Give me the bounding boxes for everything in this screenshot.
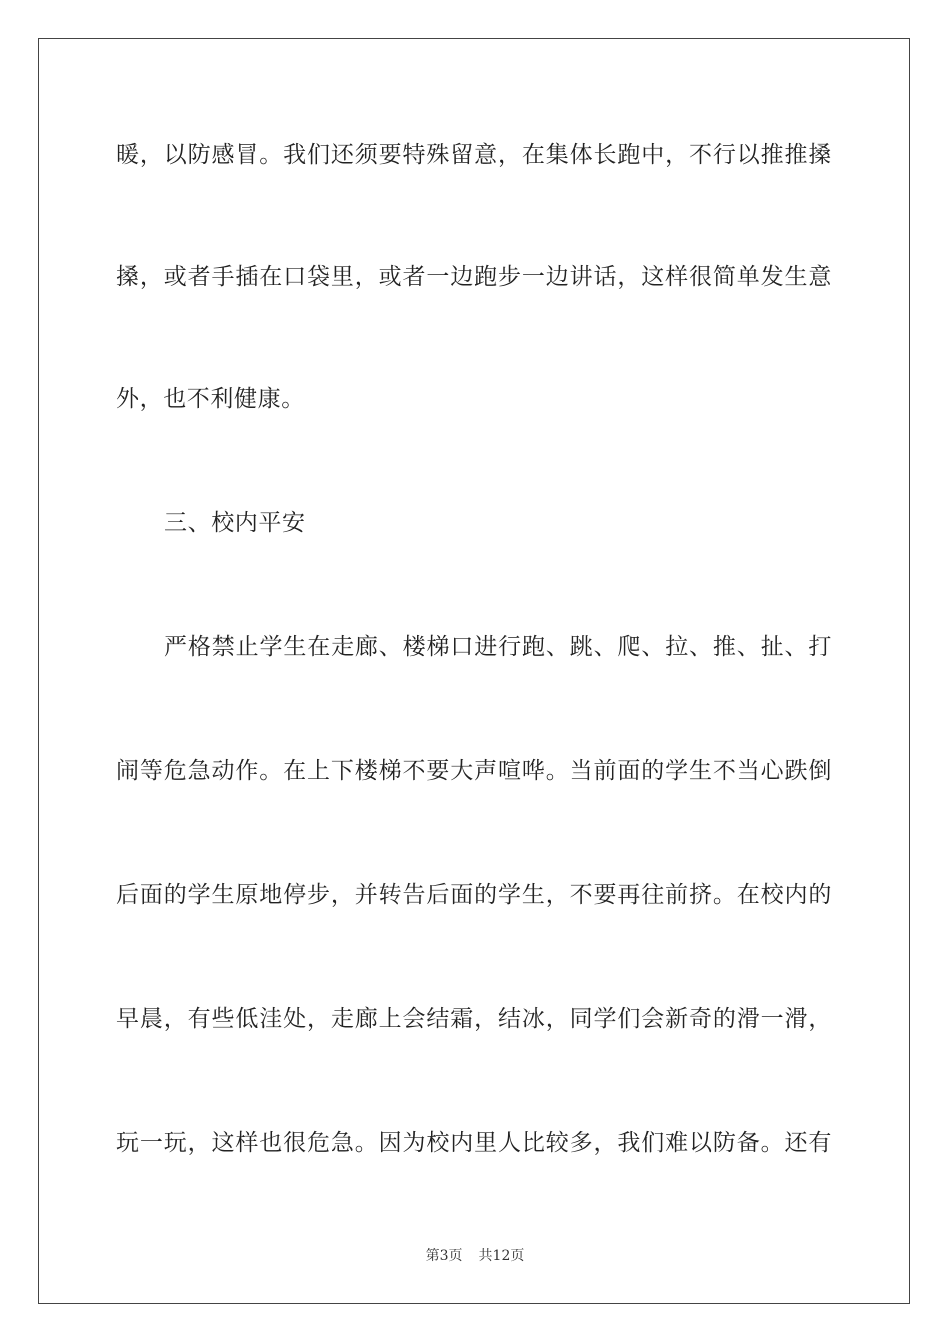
body-line-2: 搡，或者手插在口袋里，或者一边跑步一边讲话，这样很简单发生意 <box>116 264 832 290</box>
section-heading: 三、校内平安 <box>164 510 306 536</box>
body-line-6: 闹等危急动作。在上下楼梯不要大声喧哗。当前面的学生不当心跌倒 <box>116 758 832 784</box>
body-line-7: 后面的学生原地停步，并转告后面的学生，不要再往前挤。在校内的 <box>116 882 832 908</box>
page-footer <box>0 1246 950 1266</box>
body-line-9: 玩一玩，这样也很危急。因为校内里人比较多，我们难以防备。还有 <box>116 1130 832 1156</box>
page-total: 共12页 <box>478 1248 525 1264</box>
body-line-3: 外，也不利健康。 <box>116 386 305 412</box>
page-number: 第3页 <box>425 1248 463 1264</box>
body-line-8: 早晨，有些低洼处，走廊上会结霜，结冰，同学们会新奇的滑一滑， <box>116 1006 832 1032</box>
body-line-1: 暖，以防感冒。我们还须要特殊留意，在集体长跑中，不行以推推搡 <box>116 142 832 168</box>
page-frame <box>38 38 910 1304</box>
body-line-5: 严格禁止学生在走廊、楼梯口进行跑、跳、爬、拉、推、扯、打 <box>164 634 832 660</box>
